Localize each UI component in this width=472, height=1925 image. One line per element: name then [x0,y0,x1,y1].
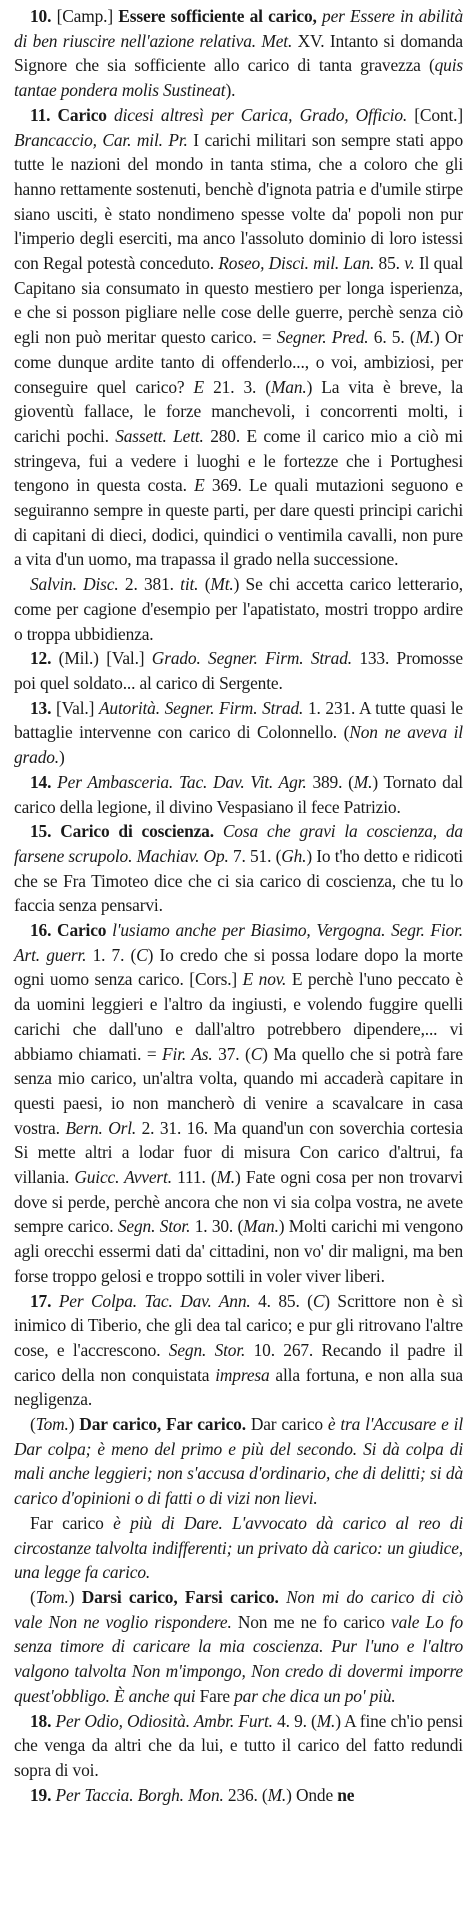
entry-13 [14,696,463,770]
entry-15 [14,819,463,918]
text-run: Man. [243,1216,279,1237]
text-run: 280. E come il carico mio a ciò mi stringeva, fui a vedere i luoghi e le fortezze che i Portughesi tengono in questa costa. [14,425,463,496]
text-run: 1. 7. ( [86,944,137,965]
text-run: 4. 85. ( [250,1290,313,1311]
text-run: ) [68,1414,80,1435]
text-run: 21. 3. ( [204,376,271,397]
text-run: E perchè l'uno peccato è da uomini leggieri e l'altro da ingiusti, e volendo fuggire quelli carichi che dall'uno e dall'altro potrebbero dipendere,... vi abbiamo chiamati. = [14,969,463,1064]
text-run: ) Fate ogni cosa per non trovarvi dove si perde, perchè ancora che non vi sia colpa vostra, ne avete sempre carico. [14,1167,463,1237]
text-run: 1. 231. A tutte quasi le battaglie intervenne con carico di Colonnello. ( [14,697,463,743]
text-run: 111. ( [171,1167,217,1188]
text-run: è più di Dare. L'avvocato dà carico al reo di circostanze talvolta indifferenti; un privato dà carico: un giudice, una legge fa carico. [14,1512,464,1583]
text-run: Far carico [30,1512,114,1533]
text-run: Per Colpa. Tac. Dav. Ann. [58,1290,251,1311]
text-run: 16. Carico [30,920,113,941]
text-run: Segner. Pred. [276,327,369,348]
text-run: alla fortuna, e non alla sua negligenza. [14,1364,463,1410]
text-run: E [193,376,205,397]
text-run: vale Lo fo senza timore di caricare la mia coscienza. Pur l'uno e l'altro valgono talvolta Non m'impongo, Non credo di dovermi imporre quest'obbligo. È anche qui [14,1611,463,1706]
entry-12 [14,646,463,695]
text-run: 17. [30,1290,59,1311]
text-run: Non ne aveva il grado. [14,722,463,768]
text-run: Tom. [35,1587,69,1607]
text-run: Salvin. Disc. [30,574,119,595]
text-run: ) Molti carichi mi vengono agli orecchi essermi dati da' cittadini, non vo' dir maligni, ma ben forse troppo gelosi e troppo sottili in voler viver liberi. [14,1216,463,1286]
text-run: C [312,1290,325,1311]
text-run: Per Ambasceria. Tac. Dav. Vit. Agr. [57,771,307,792]
text-run: 389. ( [306,771,354,792]
text-run: 12. [30,648,59,669]
text-run: ne [337,1784,355,1805]
text-run: ( [30,1587,36,1607]
text-run: Per Odio, Odiosità. Ambr. Furt. [55,1710,273,1731]
text-run: ) Scrittore non è sì inimico di Tiberio, che gli dea tal carico; e pur gli ritrovano l'altre cose, e l'accrescono. [14,1290,464,1360]
text-run: ) [59,747,65,768]
text-run: tit. [180,574,199,595]
entry-11-citation [14,572,463,646]
text-run: impresa [215,1364,270,1385]
text-run: par che dica un po' più. [234,1685,396,1706]
text-run: v. [404,253,415,274]
text-run: Mt. [210,574,234,595]
text-run: ) Onde [286,1784,338,1805]
text-run: Tom. [35,1414,69,1435]
text-run: Autorità. Segner. Firm. Strad. [98,697,304,718]
text-run: 133. Promosse poi quel soldato... al carico di Sergente. [14,648,463,693]
entry-17-darsi-carico [14,1585,463,1709]
text-run: C [136,944,148,965]
text-run: per Essere in abilità di ben riuscire nell'azione relativa. Met. [14,6,463,51]
text-run: [Cont.] [407,104,463,125]
text-run: M. [415,327,435,348]
text-run: Non mi do carico di ciò vale Non ne voglio rispondere. [14,1587,463,1632]
text-run: E [194,475,205,496]
text-run: è tra l'Accusare e il Dar colpa; è meno del primo e più del secondo. Si dà colpa di mali anche leggieri; non s'accusa d'ordinario, che di delitti; si dà carico d'opinioni o di fatti o di vizi non lievi. [14,1414,464,1509]
text-run: ) Tornato dal carico della legione, il divino Vespasiano il fece Patrizio. [14,771,463,817]
entry-17 [14,1289,463,1413]
text-run: ) Ma quello che si potrà fare senza mio carico, un'altra volta, quando mi accaderà capitare in questi paesi, io non mancherò di venire a scavalcare in casa vostra. [14,1043,463,1138]
text-run: M. [316,1710,336,1731]
text-run: 4. 9. ( [272,1710,317,1731]
entry-11 [14,103,463,572]
text-run: 6. 5. ( [368,327,416,348]
text-run: 13. [30,697,57,718]
text-run: ( [30,1414,36,1435]
text-run: Grado. Segner. Firm. Strad. [151,648,352,669]
text-run: Essere sofficiente al carico, [118,6,323,26]
text-run: (Mil.) [Val.] [58,648,152,669]
text-run: Segn. Stor. [168,1339,246,1360]
text-run: 14. [30,771,58,792]
text-run: ) Se chi accetta carico letterario, come per cagione d'esempio per l'apatistato, mostri troppo ardire o troppa ubbidienza. [14,574,463,644]
text-run: Fir. As. [162,1043,213,1064]
text-run: Il qual Capitano sia consumato in questo mestiero per longa isperienza, e che si posson pigliare nelle cose delle guerre, perchè senza ciò egli non può meritar questo carico. = [14,253,464,348]
entry-10 [14,4,463,103]
text-run: 15. Carico di coscienza. [30,821,223,842]
text-run: ). [225,80,236,101]
text-run: Man. [270,376,307,397]
entry-16 [14,918,463,1289]
text-run: M. [267,1784,287,1805]
text-run: Guicc. Avvert. [74,1167,172,1188]
text-run: ( [198,574,211,595]
text-run: [Val.] [56,697,99,718]
text-run: ) Io t'ho detto e ridicoti che se Fra Timoteo dice che ci sia carico di coscienza, che tu lo faccia senza pensarvi. [14,845,463,916]
text-run: 2. 31. 16. Ma quand'un con soverchia cortesia Si mette altri a lodar fuor di misura Con carico d'altrui, fa villania. [14,1117,463,1188]
entry-17-dar-carico [14,1412,463,1511]
text-run: Darsi carico, Farsi carico. [81,1587,287,1607]
entry-19 [14,1783,463,1808]
text-run: Non me ne fo carico [231,1611,391,1632]
entry-17-far-carico [14,1511,463,1585]
text-run: 236. ( [223,1784,268,1805]
text-run: 19. [30,1784,56,1805]
text-run: M. [353,771,373,792]
text-run: ) La vita è breve, la gioventù fallace, le forze manchevoli, i concorrenti molti, i carichi pochi. [14,376,463,446]
text-run: [Camp.] [56,6,119,26]
text-run: Brancaccio, Car. mil. Pr. [14,129,188,150]
entry-14 [14,770,463,819]
text-run: Dar carico [250,1414,328,1435]
text-run: Segn. Stor. [117,1216,191,1237]
text-run: 1. 30. ( [190,1216,244,1237]
text-run: E nov. [242,969,287,990]
text-run: Bern. Orl. [65,1117,137,1138]
text-run: Roseo, Disci. mil. Lan. [218,253,375,274]
text-run: M. [216,1167,236,1188]
text-run: ) Or come dunque ardite tanto di offenderlo..., o voi, ambiziosi, per conseguire quel carico? [14,327,463,397]
text-run: I carichi militari son sempre stati appo tutte le nazioni del mondo in tanta stima, che a coloro che gli hanno rettamente sostenuti, benchè d'ignota patria e d'umile stirpe siano usciti, è stato nondimeno spesse volte da' popoli non pur l'imperio degli eserciti, ma anco l'assoluto dominio di loro istessi con Regal potestà conceduto. [14,129,463,274]
text-run: ) Io credo che si possa lodare dopo la morte ogni uomo senza carico. [Cors.] [14,944,463,990]
text-run: Dar carico, Far carico. [79,1414,251,1435]
text-run: Gh. [281,845,307,866]
text-run: quis tantae pondera molis Sustineat [14,55,463,101]
entry-18 [14,1709,463,1783]
text-run: Cosa che gravi la coscienza, da farsene scrupolo. Machiav. Op. [14,821,463,866]
text-run: 37. ( [212,1043,251,1064]
text-run: 369. Le quali mutazioni seguono e seguiranno sempre in queste parti, per dare questi principi carichi di capitani di dieci, dodici, quindici o ventimila cavalli, non pure a vita d'un uomo, ma trapassa il grado nella successione. [14,475,463,570]
text-run: l'usiamo anche per Biasimo, Vergogna. Segr. Fior. Art. guerr. [14,920,463,965]
text-run: dicesi altresì per Carica, Grado, Officio. [114,104,408,125]
text-run: 10. [30,6,57,26]
text-run: 18. [30,1710,56,1731]
text-run: Per Taccia. Borgh. Mon. [55,1784,224,1805]
text-run: 7. 51. ( [228,845,282,866]
text-run: 85. [374,253,405,274]
text-run: 11. Carico [30,104,115,125]
text-run: XV. Intanto si domanda Signore che sia sofficiente allo carico di tanta gravezza ( [14,30,463,76]
text-run: 10. 267. Recando il padre il carico della non conquistata [14,1339,463,1385]
text-run: ) [68,1587,82,1607]
text-run: C [250,1043,263,1064]
text-run: 2. 381. [118,574,181,595]
text-run: ) A fine ch'io pensi che venga da altri che da lui, e tutto il carico del fatto redundi sopra di voi. [14,1710,463,1780]
text-run: Fare [195,1685,235,1706]
text-run: Sassett. Lett. [115,425,204,446]
